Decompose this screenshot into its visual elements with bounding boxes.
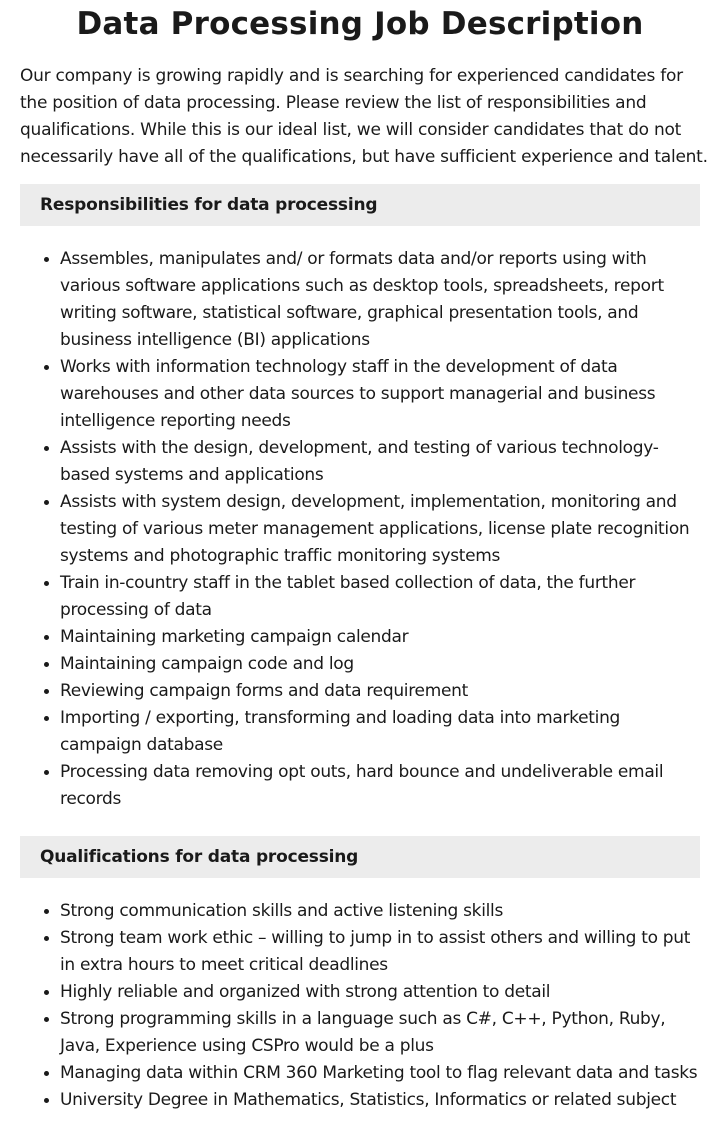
- intro-paragraph: [20, 63, 708, 171]
- page-title: Data Processing Job Description: [76, 6, 644, 42]
- list-item: • Strong programming skills in a language such as C#, C++, Python, Ruby, Java, Experience using CSPro would be a plus: [60, 1006, 700, 1060]
- list-item: • Processing data removing opt outs, hard bounce and undeliverable email records: [60, 759, 700, 813]
- list-item: • Assembles, manipulates and/ or formats data and/or reports using with various software applications such as desktop tools, spreadsheets, report writing software, statistical software, graphical presentation tools, and business intelligence (BI) applications: [60, 246, 700, 354]
- list-item: • Managing data within CRM 360 Marketing tool to flag relevant data and tasks: [60, 1060, 700, 1087]
- list-item: • Assists with system design, development, implementation, monitoring and testing of various meter management applications, license plate recognition systems and photographic traffic monitoring systems: [60, 489, 700, 570]
- list-item: • Assists with the design, development, and testing of various technology-based systems and applications: [60, 435, 700, 489]
- list-item: • Works with information technology staff in the development of data warehouses and other data sources to support managerial and business intelligence reporting needs: [60, 354, 700, 435]
- list-item: • Reviewing campaign forms and data requirement: [60, 678, 700, 705]
- responsibilities-heading: Responsibilities for data processing: [20, 184, 700, 226]
- list-item: • Importing / exporting, transforming and loading data into marketing campaign database: [60, 705, 700, 759]
- list-item: • Highly reliable and organized with strong attention to detail: [60, 979, 700, 1006]
- intro-line: Our company is growing rapidly and is searching for experienced candidates for: [20, 66, 683, 86]
- list-item: • Maintaining campaign code and log: [60, 651, 700, 678]
- intro-line: the position of data processing. Please review the list of responsibilities and: [20, 93, 647, 113]
- list-item: • Strong team work ethic – willing to jump in to assist others and willing to put in extra hours to meet critical deadlines: [60, 925, 700, 979]
- list-item: • University Degree in Mathematics, Statistics, Informatics or related subject: [60, 1087, 700, 1114]
- intro-line: qualifications. While this is our ideal list, we will consider candidates that do not: [20, 120, 682, 140]
- list-item: • Maintaining marketing campaign calendar: [60, 624, 700, 651]
- list-item: • Strong communication skills and active listening skills: [60, 898, 700, 925]
- responsibilities-list: [20, 246, 700, 813]
- qualifications-heading: Qualifications for data processing: [20, 836, 700, 878]
- list-item: • Train in-country staff in the tablet based collection of data, the further processing of data: [60, 570, 700, 624]
- qualifications-list: [20, 898, 700, 1114]
- intro-line: necessarily have all of the qualifications, but have sufficient experience and talent.: [20, 147, 708, 167]
